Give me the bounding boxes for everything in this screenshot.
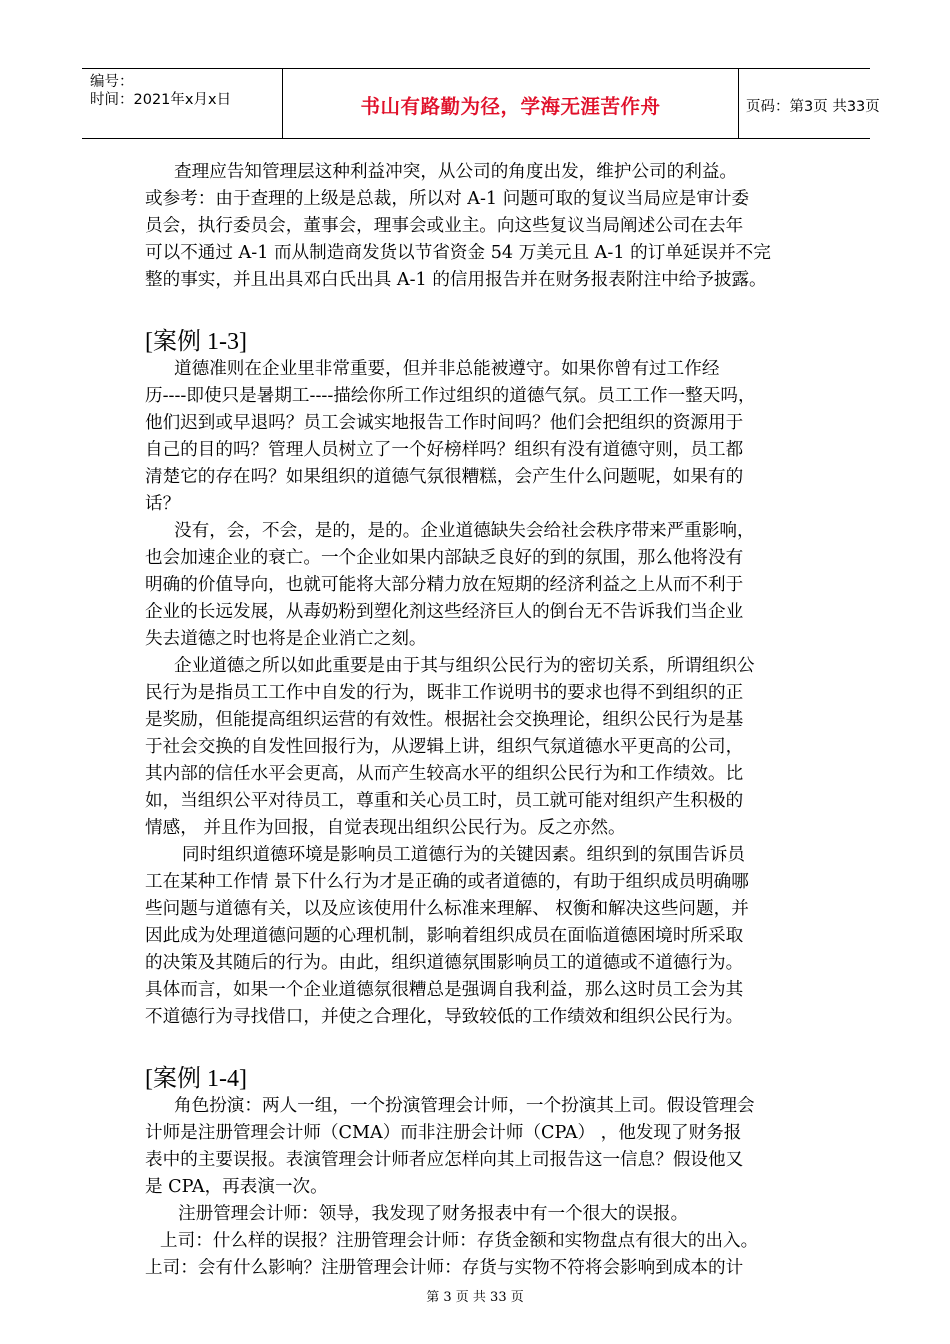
- paragraph-line: 是 CPA，再表演一次。: [145, 1177, 328, 1197]
- paragraph-line: 企业的长远发展，从毒奶粉到塑化剂这些经济巨人的倒台无不告诉我们当企业: [145, 602, 744, 622]
- paragraph-line: 民行为是指员工工作中自发的行为，既非工作说明书的要求也得不到组织的正: [145, 683, 744, 703]
- paragraph-line: 具体而言，如果一个企业道德氛很糟总是强调自我利益，那么这时员工会为其: [145, 980, 744, 1000]
- paragraph-line: 明确的价值导向，也就可能将大部分精力放在短期的经济利益之上从而不利于: [145, 575, 744, 595]
- paragraph-line: 或参考：由于查理的上级是总裁，所以对 A-1 问题可取的复议当局应是审计委: [145, 189, 750, 209]
- paragraph-line: 情感， 并且作为回报，自觉表现出组织公民行为。反之亦然。: [145, 818, 626, 838]
- paragraph-line: 查理应告知管理层这种利益冲突，从公司的角度出发，维护公司的利益。: [174, 162, 738, 182]
- paragraph-line: 失去道德之时也将是企业消亡之刻。: [145, 629, 427, 649]
- header-page-number: 页码：第3页 共33页: [746, 99, 880, 115]
- header-page-cell: [738, 69, 880, 138]
- paragraph-line: 注册管理会计师：领导，我发现了财务报表中有一个很大的误报。: [178, 1204, 689, 1224]
- paragraph-line: 上司：什么样的误报？注册管理会计师：存货金额和实物盘点有很大的出入。: [160, 1231, 759, 1251]
- paragraph-line: 没有，会，不会，是的，是的。企业道德缺失会给社会秩序带来严重影响，: [174, 521, 755, 541]
- header-motto-cell: [282, 69, 739, 138]
- paragraph-line: 角色扮演：两人一组，一个扮演管理会计师，一个扮演其上司。假设管理会: [174, 1096, 755, 1116]
- paragraph-line: 历----即使只是暑期工----描绘你所工作过组织的道德气氛。员工工作一整天吗，: [145, 386, 756, 406]
- paragraph-line: 话？: [145, 494, 181, 514]
- paragraph-line: 些问题与道德有关，以及应该使用什么标准来理解、 权衡和解决这些问题，并: [145, 899, 749, 919]
- page-footer: 第 3 页 共 33 页: [426, 1290, 524, 1305]
- paragraph-line: 工在某种工作情 景下什么行为才是正确的或者道德的，有助于组织成员明确哪: [145, 872, 749, 892]
- header-meta-cell: [82, 69, 282, 138]
- paragraph-line: 清楚它的存在吗？如果组织的道德气氛很糟糕，会产生什么问题呢，如果有的: [145, 467, 744, 487]
- page-header: [82, 68, 880, 139]
- document-date: 时间：2021年x月x日: [90, 92, 232, 108]
- paragraph-line: 他们迟到或早退吗？员工会诚实地报告工作时间吗？他们会把组织的资源用于: [145, 413, 744, 433]
- paragraph-line: 道德准则在企业里非常重要，但并非总能被遵守。如果你曾有过工作经: [174, 359, 720, 379]
- case-1-4-heading: [案例 1-4]: [145, 1066, 247, 1092]
- header-motto: 书山有路勤为径，学海无涯苦作舟: [360, 95, 661, 118]
- paragraph-line: 自己的目的吗？管理人员树立了一个好榜样吗？组织有没有道德守则，员工都: [145, 440, 744, 460]
- paragraph-line: 表中的主要误报。表演管理会计师者应怎样向其上司报告这一信息？假设他又: [145, 1150, 744, 1170]
- document-number: 编号：: [90, 74, 134, 90]
- paragraph-line: 于社会交换的自发性回报行为，从逻辑上讲，组织气氛道德水平更高的公司，: [145, 737, 744, 757]
- paragraph-line: 因此成为处理道德问题的心理机制，影响着组织成员在面临道德困境时所采取: [145, 926, 744, 946]
- paragraph-line: 上司：会有什么影响？注册管理会计师：存货与实物不符将会影响到成本的计: [145, 1258, 744, 1278]
- paragraph-line: 员会，执行委员会，董事会，理事会或业主。向这些复议当局阐述公司在去年: [145, 216, 744, 236]
- paragraph-line: 如，当组织公平对待员工，尊重和关心员工时，员工就可能对组织产生积极的: [145, 791, 744, 811]
- paragraph-line: 企业道德之所以如此重要是由于其与组织公民行为的密切关系，所谓组织公: [174, 656, 755, 676]
- paragraph-line: 其内部的信任水平会更高，从而产生较高水平的组织公民行为和工作绩效。比: [145, 764, 744, 784]
- paragraph-line: 的决策及其随后的行为。由此，组织道德氛围影响员工的道德或不道德行为。: [145, 953, 744, 973]
- case-1-3-heading: [案例 1-3]: [145, 329, 247, 355]
- paragraph-line: 可以不通过 A-1 而从制造商发货以节省资金 54 万美元且 A-1 的订单延误并不完: [145, 243, 771, 263]
- paragraph-line: 计师是注册管理会计师（CMA）而非注册会计师（CPA） ，他发现了财务报: [145, 1123, 742, 1143]
- paragraph-line: 不道德行为寻找借口，并使之合理化，导致较低的工作绩效和组织公民行为。: [145, 1007, 744, 1027]
- paragraph-line: 也会加速企业的衰亡。一个企业如果内部缺乏良好的到的氛围，那么他将没有: [145, 548, 744, 568]
- paragraph-line: 是奖励，但能提高组织运营的有效性。根据社会交换理论，组织公民行为是基: [145, 710, 744, 730]
- paragraph-line: 同时组织道德环境是影响员工道德行为的关键因素。组织到的氛围告诉员: [182, 845, 746, 865]
- paragraph-line: 整的事实，并且出具邓白氏出具 A-1 的信用报告并在财务报表附注中给予披露。: [145, 270, 767, 290]
